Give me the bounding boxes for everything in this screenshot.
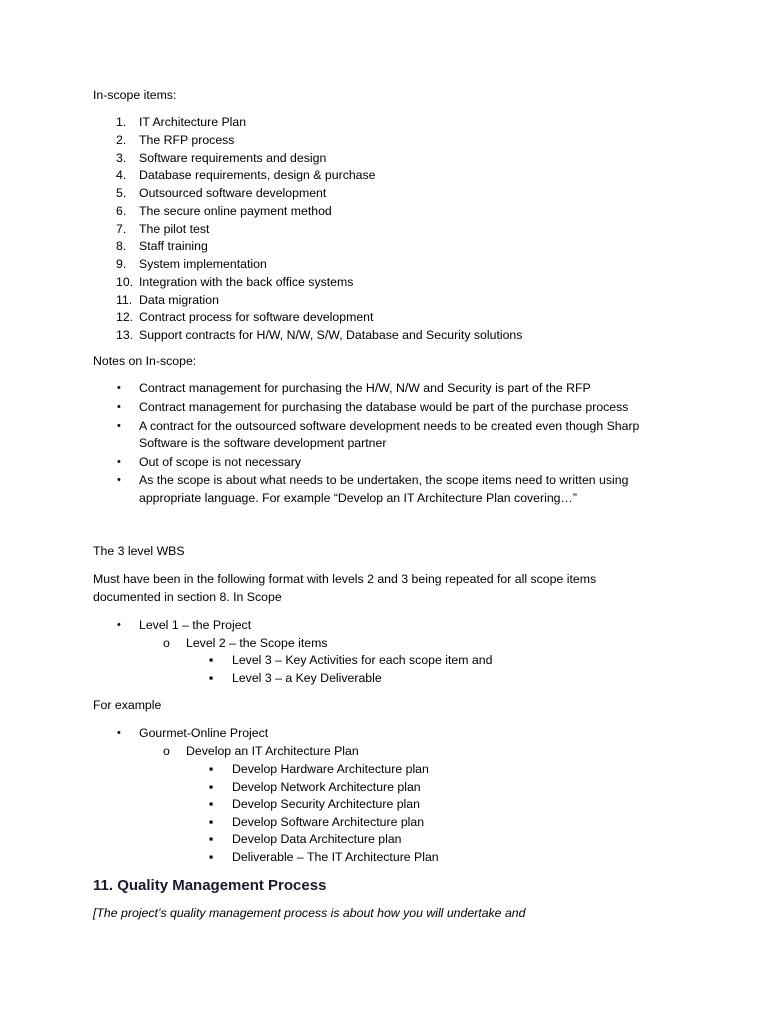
wbs-level-3b: Level 3 – a Key Deliverable [232,671,382,685]
in-scope-item-number: 12. [116,310,134,324]
bullet-glyph: • [117,420,121,432]
example-sub-4: Develop Software Architecture plan [232,815,425,829]
wbs-para-line-1: Must have been in the following format with levels 2 and 3 being repeated for all scope items [93,572,597,586]
example-sub-1: Develop Hardware Architecture plan [232,762,429,776]
bullet-glyph: • [117,456,121,468]
square-bullet-glyph: ▪ [209,671,214,685]
notes-bullet-5-line-2: appropriate language. For example “Develop an IT Architecture Plan covering…” [139,491,577,505]
in-scope-item-text: The RFP process [139,133,235,147]
wbs-level-3a: Level 3 – Key Activities for each scope item and [232,653,493,667]
example-sub-2: Develop Network Architecture plan [232,780,421,794]
in-scope-item-number: 13. [116,328,134,342]
bullet-glyph: • [117,619,121,631]
notes-bullet-3-line-1: A contract for the outsourced software development needs to be created even though Sharp [139,419,640,433]
wbs-para-line-2: documented in section 8. In Scope [93,590,282,604]
in-scope-item-text: Outsourced software development [139,186,327,200]
square-bullet-glyph: ▪ [209,797,214,811]
square-bullet-glyph: ▪ [209,780,214,794]
in-scope-item-text: The secure online payment method [139,204,332,218]
in-scope-title: In-scope items: [93,88,177,102]
in-scope-item-number: 7. [116,222,127,236]
in-scope-item-number: 6. [116,204,127,218]
in-scope-item-number: 10. [116,275,134,289]
in-scope-item-text: Support contracts for H/W, N/W, S/W, Database and Security solutions [139,328,523,342]
wbs-level-1: Level 1 – the Project [139,618,252,632]
bullet-glyph: • [117,474,121,486]
example-sub-5: Develop Data Architecture plan [232,832,402,846]
in-scope-item-text: Software requirements and design [139,151,327,165]
in-scope-item-number: 9. [116,257,127,271]
bullet-glyph: • [117,382,121,394]
notes-bullet-1: Contract management for purchasing the H/W, N/W and Security is part of the RFP [139,381,591,395]
notes-bullet-5-line-1: As the scope is about what needs to be undertaken, the scope items need to written using [139,473,629,487]
square-bullet-glyph: ▪ [209,832,214,846]
circle-bullet-glyph: o [163,744,170,758]
notes-bullet-4: Out of scope is not necessary [139,455,301,469]
in-scope-item-number: 3. [116,151,127,165]
notes-bullet-2: Contract management for purchasing the database would be part of the purchase process [139,400,629,414]
wbs-title: The 3 level WBS [93,544,185,558]
square-bullet-glyph: ▪ [209,653,214,667]
in-scope-item-text: Database requirements, design & purchase [139,168,376,182]
bullet-glyph: • [117,401,121,413]
in-scope-item-number: 2. [116,133,127,147]
section-11-heading: 11. Quality Management Process [93,877,327,894]
in-scope-item-number: 1. [116,115,127,129]
in-scope-item-text: Contract process for software development [139,310,374,324]
in-scope-item-number: 4. [116,168,127,182]
example-title: For example [93,698,162,712]
example-project: Gourmet-Online Project [139,726,269,740]
in-scope-item-text: Integration with the back office systems [139,275,354,289]
square-bullet-glyph: ▪ [209,815,214,829]
example-plan: Develop an IT Architecture Plan [186,744,359,758]
circle-bullet-glyph: o [163,636,170,650]
square-bullet-glyph: ▪ [209,850,214,864]
in-scope-item-text: The pilot test [139,222,210,236]
wbs-level-2: Level 2 – the Scope items [186,636,328,650]
notes-bullet-3-line-2: Software is the software development partner [139,436,387,450]
notes-title: Notes on In-scope: [93,354,197,368]
in-scope-item-text: Staff training [139,239,208,253]
section-11-intro: [The project’s quality management process is about how you will undertake and [93,906,526,920]
example-sub-6: Deliverable – The IT Architecture Plan [232,850,439,864]
square-bullet-glyph: ▪ [209,762,214,776]
in-scope-item-text: Data migration [139,293,219,307]
bullet-glyph: • [117,727,121,739]
in-scope-item-text: IT Architecture Plan [139,115,247,129]
example-sub-3: Develop Security Architecture plan [232,797,420,811]
in-scope-item-text: System implementation [139,257,267,271]
in-scope-item-number: 11. [116,293,133,307]
in-scope-item-number: 5. [116,186,127,200]
in-scope-item-number: 8. [116,239,127,253]
